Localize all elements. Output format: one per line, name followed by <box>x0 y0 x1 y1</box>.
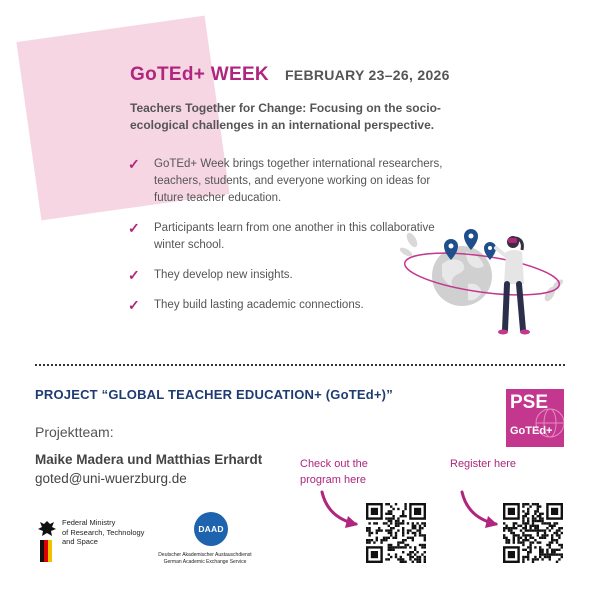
event-dates: FEBRUARY 23–26, 2026 <box>284 67 450 83</box>
goted-logo-text: GoTEd+ <box>510 425 553 437</box>
checkmark-icon: ✓ <box>128 267 140 283</box>
globe-icon <box>432 246 492 306</box>
bullet-text: They develop new insights. <box>154 269 293 281</box>
arrow-icon <box>318 490 364 530</box>
ministry-logo <box>36 518 146 564</box>
register-qr-code[interactable] <box>503 503 563 563</box>
globe-illustration <box>400 222 570 342</box>
program-cta: Check out the program here <box>300 458 368 486</box>
daad-emblem: DAAD <box>194 512 228 546</box>
bullet-text: GoTEd+ Week brings together international researchers, teachers, students, and everyone working on ideas for future teacher education. <box>154 158 443 204</box>
pse-goted-logo <box>506 389 564 447</box>
eagle-icon <box>36 518 58 562</box>
headline <box>130 64 450 86</box>
daad-name-de: Deutscher Akademischer Austauschdienst <box>158 552 252 558</box>
ministry-name: Federal Ministry of Research, Technology and Space <box>62 518 145 546</box>
list-item <box>128 156 458 207</box>
register-cta: Register here <box>450 458 517 470</box>
daad-logo <box>150 512 260 566</box>
team-label: Projektteam: <box>35 424 114 440</box>
pse-logo-text: PSE <box>510 392 549 413</box>
arrow-icon <box>458 490 504 530</box>
checkmark-icon: ✓ <box>128 156 140 172</box>
contact-email[interactable]: goted@uni-wuerzburg.de <box>35 471 187 486</box>
event-title: GoTEd+ WEEK <box>130 64 269 85</box>
checkmark-icon: ✓ <box>128 220 140 236</box>
person-illustration <box>496 236 530 335</box>
event-subtitle: Teachers Together for Change: Focusing on the socio-ecological challenges in an international perspective. <box>130 101 441 132</box>
daad-name-en: German Academic Exchange Service <box>163 559 247 565</box>
team-names: Maike Madera und Matthias Erhardt <box>35 452 263 467</box>
project-title: PROJECT “GLOBAL TEACHER EDUCATION+ (GoTEd+)” <box>35 387 393 402</box>
dotted-divider <box>35 364 565 366</box>
bullet-text: Participants learn from one another in this collaborative winter school. <box>154 222 435 251</box>
checkmark-icon: ✓ <box>128 297 140 313</box>
program-qr-code[interactable] <box>366 503 426 563</box>
bullet-text: They build lasting academic connections. <box>154 299 364 311</box>
